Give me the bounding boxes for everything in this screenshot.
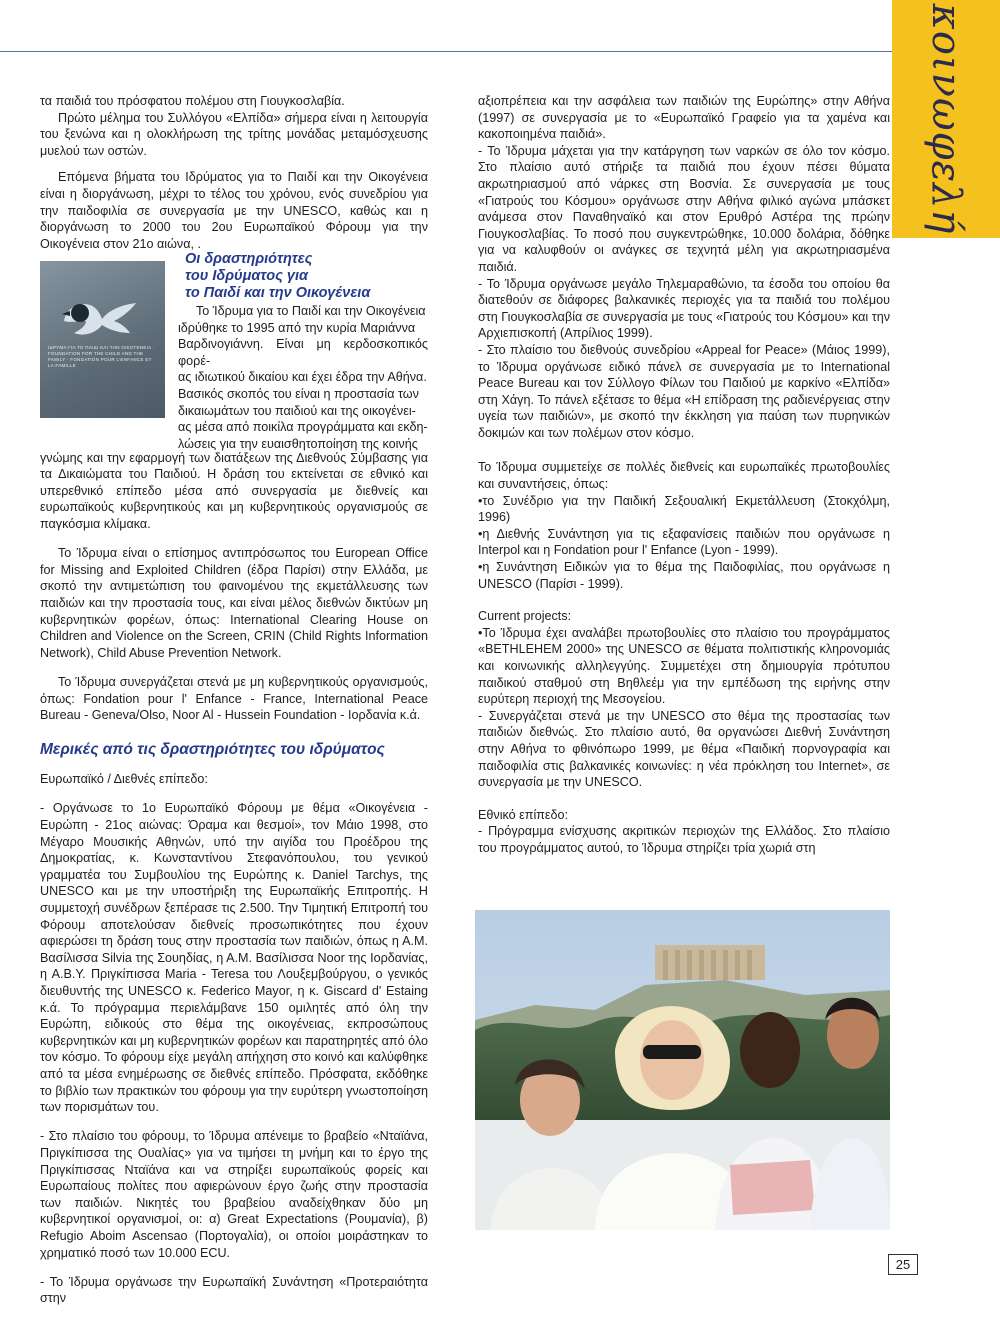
- box-text: [178, 303, 428, 452]
- paragraph: τα παιδιά του πρόσφατου πολέμου στη Γιουγκοσλαβία.: [40, 94, 345, 108]
- box-title-line: του Ιδρύματος για: [185, 268, 308, 284]
- paragraph: Το Ίδρυμα συνεργάζεται στενά με μη κυβερνητικούς οργανισμούς, όπως: Fondation pour l' Enfance - France, International Peace Bureau - Geneva/Olso, Noor Al - Hussein Foundation - Ιορδανία κ.ά.: [40, 674, 428, 723]
- foundation-box-title: [185, 251, 435, 302]
- box-title-line: το Παιδί και την Οικογένεια: [185, 285, 371, 301]
- column-left-body: [40, 437, 428, 1319]
- header-rule: [0, 51, 892, 52]
- paragraph: Επόμενα βήματα του Ιδρύματος για το Παιδί και την Οικογένεια είναι η διοργάνωση, μέχρι το τέλος του χρόνου, ενός συνεδρίου για την παιδοφιλία σε συνεργασία με την UNESCO, καθώς και η διοργάνωση το 2000 του 2ου Ευρωπαϊκού Φόρουμ για την Οικογένεια στον 21ο αιώνα, .: [40, 170, 428, 251]
- paragraph: Το Ίδρυμα είναι ο επίσημος αντιπρόσωπος του European Office for Missing and Exploited Children (έδρα Παρίσι) στην Ελλάδα, με σκοπό την αντιμετώπιση του φαινομένου της εκμετάλλευσης των παιδιών και την προστασία τους, και είναι μέλος διεθνών δικτύων μη κυβερνητικών φορέων, όπως: International Clearing House on Children and Violence on the Screen, CRIN (Child Rights Information Network), Child Abuse Prevention Network.: [40, 546, 428, 660]
- box-text-line: ιδρύθηκε το 1995 από την κυρία Μαριάννα: [178, 320, 416, 335]
- paragraph: - Οργάνωσε το 1ο Ευρωπαϊκό Φόρουμ με θέμα «Οικογένεια - Ευρώπη - 21ος αιώνας: Όραμα και θεσμοί», τον Μάιο 1998, στο Μέγαρο Μουσικής Αθηνών, υπό την αιγίδα του Προέδρου της Δημοκρατίας, κ. Κωνσταντίνου Στεφανόπουλου, του γενικού γραμματέα του Συμβουλίου της Ευρώπης κ. Daniel Tarchys, της UNESCO και με την υποστήριξη της Ευρωπαϊκής Επιτροπής. Η συμμετοχή συνέδρων ξεπέρασε τις 2.500. Την Τιμητική Επιτροπή του Φόρουμ αποτελούσαν διεθνείς προσωπικότητες που έχουν αφιερώσει τη δράση τους στην προστασία των παιδιών, όπως η Α.Μ. Βασίλισσα Silvia της Σουηδίας, η Α.Μ. Βασίλισσα Noor της Ιορδανίας, η Α.Β.Υ. Πριγκίπισσα Maria - Teresa του Λουξεμβούργου, ο γενικός διευθυντής της UNESCO κ. Federico Mayor, η κ. Giscard d' Estaing κ.ά. Το πρόγραμμα περιελάμβανε 150 ομιλητές από όλη την Ευρώπη, ειδικούς στο θέμα της οικογένειας, εκπροσώπους κυβερνητικών και μη κυβερνητικών φορέων και παρατηρητές από όλο τον κόσμο. Το φόρουμ είχε μεγάλη απήχηση στο κοινό και καλύφθηκε από τα μέσα ενημέρωσης σε διεθνές επίπεδο. Πρόσφατα, εκδόθηκε το βιβλίο των πρακτικών του φόρουμ για την ευρύτερη γνωστοποίηση των πορισμάτων του.: [40, 801, 428, 1115]
- group-photo: [475, 910, 890, 1230]
- list-item: - Συνεργάζεται στενά με την UNESCO στο θέμα της προστασίας των παιδιών διεθνώς. Στο πλαίσιο αυτό, θα οργανώσει Διεθνή Συνάντηση στην Αθήνα το φθινόπωρο 1999, με θέμα «Παιδική πορνογραφία και παιδοφιλία στις βαλκανικές κοινωνίες: η νέα πρόκληση του Internet», σε συνεργασία με την UNESCO.: [478, 708, 890, 790]
- box-text-line: Βασικός σκοπός του είναι η προστασία των: [178, 386, 419, 401]
- box-text-line: ας ιδιωτικού δικαίου και έχει έδρα την Αθήνα.: [178, 370, 427, 385]
- paragraph: - Το Ίδρυμα οργάνωσε την Ευρωπαϊκή Συνάντηση «Προτεραιότητα στην: [40, 1274, 428, 1306]
- paragraph: - Στο πλαίσιο του διεθνούς συνεδρίου «Appeal for Peace» (Μάιος 1999), το Ίδρυμα οργάνωσε ειδικό πάνελ σε συνεργασία με το International Peace Bureau και τον Σύλλογο Φίλων του Παιδιού με καρκίνο «Ελπίδα» στη Χάγη. Το πάνελ εξέτασε το θέμα «Η επίδραση της ραδιενέργειας στην υγεία των παιδιών», με σκοπό την έκκληση για παύση των πυρηνικών δοκιμών και των πολέμων στον κόσμο.: [478, 342, 890, 440]
- paragraph: αξιοπρέπεια και την ασφάλεια των παιδιών της Ευρώπης» στην Αθήνα (1997) σε συνεργασία με το «Ευρωπαϊκό Γραφείο για τα χαμένα και κακοποιημένα παιδιά».: [478, 94, 890, 142]
- activities-title: Μερικές από τις δραστηριότητες του ιδρύματος: [40, 740, 385, 758]
- box-text-line: Το Ίδρυμα για το Παιδί και την Οικογένεια: [196, 304, 426, 318]
- section-tab: [892, 0, 1000, 238]
- paragraph: γνώμης και την εφαρμογή των διατάξεων της Διεθνούς Σύμβασης για τα Δικαιώματα του Παιδιού. Η δράση του εκτείνεται σε εθνικό και υπερεθνικό επίπεδο μέσα από συνεργασία με διεθνείς και ευρωπαϊκούς κυβερνητικούς και μη κυβερνητικούς οργανισμούς σε παγκόσμια κλίμακα.: [40, 450, 428, 531]
- box-text-line: Βαρδινογιάννη. Είναι μη κερδοσκοπικός φορέ-: [178, 337, 428, 368]
- dove-logo-icon: [56, 291, 151, 346]
- book-cover-image: [40, 261, 165, 418]
- box-title-line: Οι δραστηριότητες: [185, 251, 313, 267]
- section-tab-label: κοινωφελή: [923, 3, 969, 235]
- list-item: •η Διεθνής Συνάντηση για τις εξαφανίσεις παιδιών που οργάνωσε η Interpol και η Fondation pour l' Enfance (Lyon - 1999).: [478, 526, 890, 558]
- column-right: [478, 93, 890, 857]
- box-text-line: λώσεις για την ευαισθητοποίηση της κοινής: [178, 436, 418, 451]
- photo-illustration: [475, 910, 890, 1230]
- national-title: Εθνικό επίπεδο:: [478, 807, 569, 822]
- paragraph: Πρώτο μέλημα του Συλλόγου «Ελπίδα» σήμερα είναι η λειτουργία του ξενώνα και η ολοκλήρωση της τρίτης μονάδας μεταμόσχευσης μυελού των οστών.: [40, 110, 428, 158]
- participation-title: Το Ίδρυμα συμμετείχε σε πολλές διεθνείς και ευρωπαϊκές πρωτοβουλίες και συναντήσεις, όπως:: [478, 460, 890, 492]
- book-caption: ΙΔΡΥΜΑ ΓΙΑ ΤΟ ΠΑΙΔΙ ΚΑΙ ΤΗΝ ΟΙΚΟΓΕΝΕΙΑ · FOUNDATION FOR THE CHILD AND THE FAMILY · FONDATION POUR L'ENFANCE ET LA FAMILLE: [48, 345, 155, 368]
- box-text-line: δικαιωμάτων του παιδιού και της οικογένει-: [178, 403, 416, 418]
- paragraph: - Στο πλαίσιο του φόρουμ, το Ίδρυμα απένειμε το βραβείο «Νταϊάνα, Πριγκίπισσα της Ουαλίας» για να τιμήσει τη μνήμη και το έργο της Πριγκίπισσας Νταϊάνα και να στηρίξει ευρωπαϊκούς φορείς και Ευρωπαίους πολίτες που αφιερώνουν έργο ζωής στην προστασία των παιδιών. Νικητές του βραβείου αναδείχθηκαν δύο μη κυβερνητικοί οργανισμοί, οι: α) Great Expectations (Ρουμανία), β) Refugio Aboim Ascensao (Πορτογαλία), οι οποίοι μοιράστηκαν το χρηματικό ποσό των 10.000 ECU.: [40, 1129, 428, 1260]
- column-left-top: [40, 93, 428, 252]
- paragraph: - Το Ίδρυμα οργάνωσε μεγάλο Τηλεμαραθώνιο, τα έσοδα του οποίου θα διατεθούν σε διάφορες βαλκανικές περιοχές για τα παιδιά του πολέμου στη Γιουγκοσλαβία σε συνεργασία με τους «Γιατρούς του Κόσμου» και την Αρχιεπισκοπή (Απρίλιος 1999).: [478, 276, 890, 341]
- page-number: 25: [888, 1254, 918, 1275]
- projects-title: Current projects:: [478, 609, 572, 624]
- list-item: •το Συνέδριο για την Παιδική Σεξουαλική Εκμετάλλευση (Στοκχόλμη, 1996): [478, 493, 890, 525]
- activities-subtitle: Ευρωπαϊκό / Διεθνές επίπεδο:: [40, 772, 208, 787]
- list-item: •Το Ίδρυμα έχει αναλάβει πρωτοβουλίες στο πλαίσιο του προγράμματος «BETHLEHEM 2000» της UNESCO σε θέματα πολιτιστικής κληρονομιάς και κοινωνικής αλληλεγγύης. Συμμετέχει στη δημιουργία πρότυπου παιδικού σταθμού στη Βηθλεέμ για την εμπέδωση της ειρήνης στην ευρύτερη περιοχή της Μεσογείου.: [478, 625, 890, 707]
- paragraph: - Το Ίδρυμα μάχεται για την κατάργηση των ναρκών σε όλο τον κόσμο. Στο πλαίσιο αυτό στήριξε τα παιδιά που έχουν πέσει θύματα ακρωτηριασμού από νάρκες στη Βοσνία. Σε συνεργασία με τους «Γιατρούς του Κόσμου» οργάνωσε στην Αθήνα φιλικό αγώνα μπάσκετ ανάμεσα στον Παναθηναϊκό και στον Ερυθρό Αστέρα της πρώην Γιουγκοσλαβίας. Το ποσό που συγκεντρώθηκε, 10.000 δολάρια, δόθηκε για να καλυφθούν οι ανάγκες σε τεχνητά μέλη για ακρωτηριασμένα παιδιά.: [478, 143, 890, 274]
- box-text-line: ας μέσα από ποικίλα προγράμματα και εκδη-: [178, 420, 428, 435]
- list-item: - Πρόγραμμα ενίσχυσης ακριτικών περιοχών της Ελλάδος. Στο πλαίσιο του προγράμματος αυτού, το Ίδρυμα στηρίζει τρία χωριά στη: [478, 824, 890, 855]
- list-item: •η Συνάντηση Ειδικών για το θέμα της Παιδοφιλίας, που οργάνωσε η UNESCO (Παρίσι - 1999).: [478, 560, 890, 591]
